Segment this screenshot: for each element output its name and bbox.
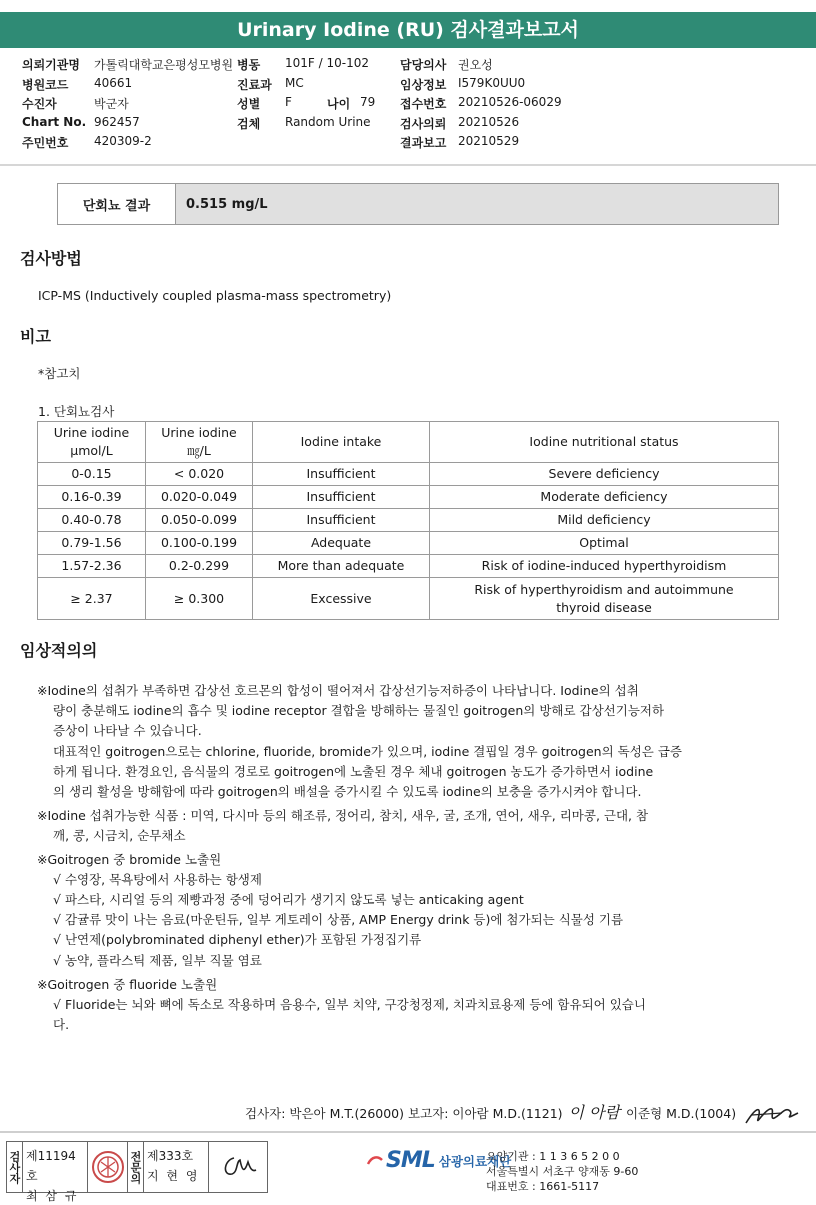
tester: 검사자: 박은아 M.T.(26000)	[245, 1106, 405, 1121]
table-cell: Severe deficiency	[430, 463, 779, 486]
table-row	[38, 555, 779, 578]
method-heading: 검사방법	[20, 249, 82, 268]
table-cell: Mild deficiency	[430, 509, 779, 532]
sex-label: 성별	[237, 97, 261, 111]
table-row	[38, 463, 779, 486]
header-intake: Iodine intake	[253, 422, 430, 463]
receipt-value: 20210526-06029	[458, 95, 562, 109]
table-cell: More than adequate	[253, 555, 430, 578]
divider	[0, 164, 816, 167]
table-cell: 0.100-0.199	[146, 532, 253, 555]
report-title: Urinary Iodine (RU) 검사결과보고서	[0, 12, 816, 48]
dept-label: 진료과	[237, 77, 272, 92]
institution-info	[486, 1149, 638, 1194]
clinical-line: √ 농약, 플라스틱 제품, 일부 직물 염료	[53, 953, 262, 968]
reporter-signature: 이 아람	[568, 1103, 620, 1122]
table-row	[38, 486, 779, 509]
specimen-label: 검체	[237, 116, 261, 131]
reference-table	[37, 421, 779, 620]
clinical-line: √ 난연제(polybrominated diphenyl ether)가 포함된 가정집기류	[53, 932, 422, 947]
clinical-line: 의 생리 활성을 방해함에 따라 goitrogen의 배설을 증가시킬 수 있도록 iodine의 보충을 증가시켜야 합니다.	[53, 784, 642, 799]
specialist-signature-icon	[209, 1142, 267, 1192]
handwritten-signature-icon	[742, 1101, 800, 1129]
table-cell: 0-0.15	[38, 463, 146, 486]
method-text: ICP-MS (Inductively coupled plasma-mass spectrometry)	[38, 288, 392, 303]
clinical-line: 증상이 나타날 수 있습니다.	[53, 723, 202, 738]
result-box	[57, 183, 779, 225]
table-row	[38, 509, 779, 532]
header-mg: Urine iodine ㎎/L	[146, 422, 253, 463]
table-cell: 0.40-0.78	[38, 509, 146, 532]
table-cell: Insufficient	[253, 463, 430, 486]
specialist-vertical-label: 전문의	[128, 1142, 144, 1192]
seal-icon	[88, 1142, 128, 1192]
specialist-license: 제333호 지 현 영	[144, 1142, 209, 1192]
table-cell: Excessive	[253, 578, 430, 620]
patient-label: 수진자	[22, 97, 57, 111]
institution-address: 서울특별시 서초구 양재동 9-60	[486, 1165, 639, 1178]
code-value: 40661	[94, 75, 133, 90]
clinical-line: 량이 충분해도 iodine의 흡수 및 iodine receptor 결합을 방해하는 물질인 goitrogen의 방해로 갑상선기능저하	[53, 703, 665, 718]
table-cell: Risk of iodine-induced hyperthyroidism	[430, 555, 779, 578]
clinical-line: √ Fluoride는 뇌와 뼈에 독소로 작용하며 음용수, 일부 치약, 구강청정제, 치과치료용제 등에 함유되어 있습니	[53, 997, 646, 1012]
table-cell: 0.79-1.56	[38, 532, 146, 555]
result-label: 단회뇨 결과	[58, 184, 176, 224]
dept-value: MC	[285, 75, 304, 90]
clinical-line: ※Iodine의 섭취가 부족하면 갑상선 호르몬의 합성이 떨어져서 갑상선기능저하증이 나타납니다. Iodine의 섭취	[37, 683, 639, 698]
chart-value: 962457	[94, 114, 140, 129]
institution-code: 요양기관 : 1 1 3 6 5 2 0 0	[486, 1150, 620, 1163]
ward-label: 병동	[237, 58, 261, 72]
table-cell: ≥ 0.300	[146, 578, 253, 620]
reference-label: *참고치	[38, 366, 81, 381]
patient-info	[22, 56, 802, 154]
ward-value: 101F / 10-102	[285, 56, 369, 70]
table-cell: 0.2-0.299	[146, 555, 253, 578]
table-cell: 0.020-0.049	[146, 486, 253, 509]
clinical-line: ※Goitrogen 중 bromide 노출원	[37, 852, 222, 867]
age-label: 나이	[327, 97, 351, 111]
tester-license: 제11194호 최 삼 규	[23, 1142, 88, 1192]
specimen-value: Random Urine	[285, 114, 371, 129]
clinical-line: 대표적인 goitrogen으로는 chlorine, fluoride, bromide가 있으며, iodine 결핍일 경우 goitrogen의 독성은 급증	[53, 744, 682, 759]
chart-label: Chart No.	[22, 114, 87, 129]
table-cell: < 0.020	[146, 463, 253, 486]
id-value: 420309-2	[94, 134, 152, 148]
reporter: 보고자: 이아람 M.D.(1121)	[408, 1106, 563, 1121]
table-cell: 1.57-2.36	[38, 555, 146, 578]
table-cell: Optimal	[430, 532, 779, 555]
header-status: Iodine nutritional status	[430, 422, 779, 463]
table-cell: Adequate	[253, 532, 430, 555]
institution-phone: 대표번호 : 1661-5117	[486, 1180, 600, 1193]
table-cell: ≥ 2.37	[38, 578, 146, 620]
table-row	[38, 578, 779, 620]
request-value: 20210526	[458, 114, 520, 129]
clinical-line: ※Goitrogen 중 fluoride 노출원	[37, 977, 218, 992]
footer-divider	[0, 1131, 816, 1133]
sex-value: F	[285, 95, 292, 109]
table-cell: Moderate deficiency	[430, 486, 779, 509]
hospital-label: 의뢰기관명	[22, 58, 80, 72]
id-label: 주민번호	[22, 136, 69, 150]
code-label: 병원코드	[22, 77, 69, 92]
company-logo: SML 삼광의료재단	[366, 1148, 511, 1173]
clinical-line: √ 파스타, 시리얼 등의 제빵과정 중에 덩어리가 생기지 않도록 넣는 anticaking agent	[53, 892, 524, 907]
sml-logo-icon	[366, 1154, 384, 1168]
table-subtitle: 1. 단회뇨검사	[38, 404, 115, 419]
table-cell: Risk of hyperthyroidism and autoimmune thyroid disease	[430, 578, 779, 620]
result-value: 0.515 mg/L	[176, 184, 778, 224]
header-umol: Urine iodine μmol/L	[38, 422, 146, 463]
doctor-value: 권오성	[458, 58, 493, 72]
age-value: 79	[360, 95, 376, 109]
clinical-line: 깨, 콩, 시금치, 순무채소	[53, 828, 186, 843]
request-label: 검사의뢰	[400, 116, 447, 131]
remarks-heading: 비고	[20, 327, 51, 346]
clinical-line: ※Iodine 섭취가능한 식품 : 미역, 다시마 등의 해조류, 정어리, 참치, 새우, 굴, 조개, 연어, 새우, 리마콩, 근대, 참	[37, 808, 649, 823]
clinical-value: I579K0UU0	[458, 75, 526, 90]
clinical-line: 다.	[53, 1017, 70, 1032]
clinical-line: √ 수영장, 목욕탕에서 사용하는 항생제	[53, 872, 262, 887]
clinical-line: √ 감귤류 맛이 나는 음료(마운틴듀, 일부 게토레이 상품, AMP Energy drink 등)에 첨가되는 식물성 기름	[53, 912, 624, 927]
patient-value: 박군자	[94, 97, 129, 111]
table-cell: 0.16-0.39	[38, 486, 146, 509]
table-cell: Insufficient	[253, 486, 430, 509]
certification-box	[6, 1141, 268, 1203]
tester-vertical-label: 검사자	[7, 1142, 23, 1192]
hospital-value: 가톨릭대학교은평성모병원	[94, 58, 234, 72]
doctor-label: 담당의사	[400, 58, 447, 72]
report-value: 20210529	[458, 134, 520, 148]
signature-line	[245, 1100, 800, 1129]
table-cell: 0.050-0.099	[146, 509, 253, 532]
reporter2: 이준형 M.D.(1004)	[625, 1106, 737, 1121]
receipt-label: 접수번호	[400, 97, 447, 111]
clinical-label: 임상정보	[400, 77, 447, 92]
report-label: 결과보고	[400, 136, 447, 150]
clinical-heading: 임상적의의	[20, 641, 98, 660]
clinical-line: 하게 됩니다. 환경요인, 음식물의 경로로 goitrogen에 노출된 경우 체내 goitrogen 농도가 증가하면서 iodine	[53, 764, 654, 779]
table-header-row	[38, 422, 779, 463]
table-cell: Insufficient	[253, 509, 430, 532]
table-row	[38, 532, 779, 555]
